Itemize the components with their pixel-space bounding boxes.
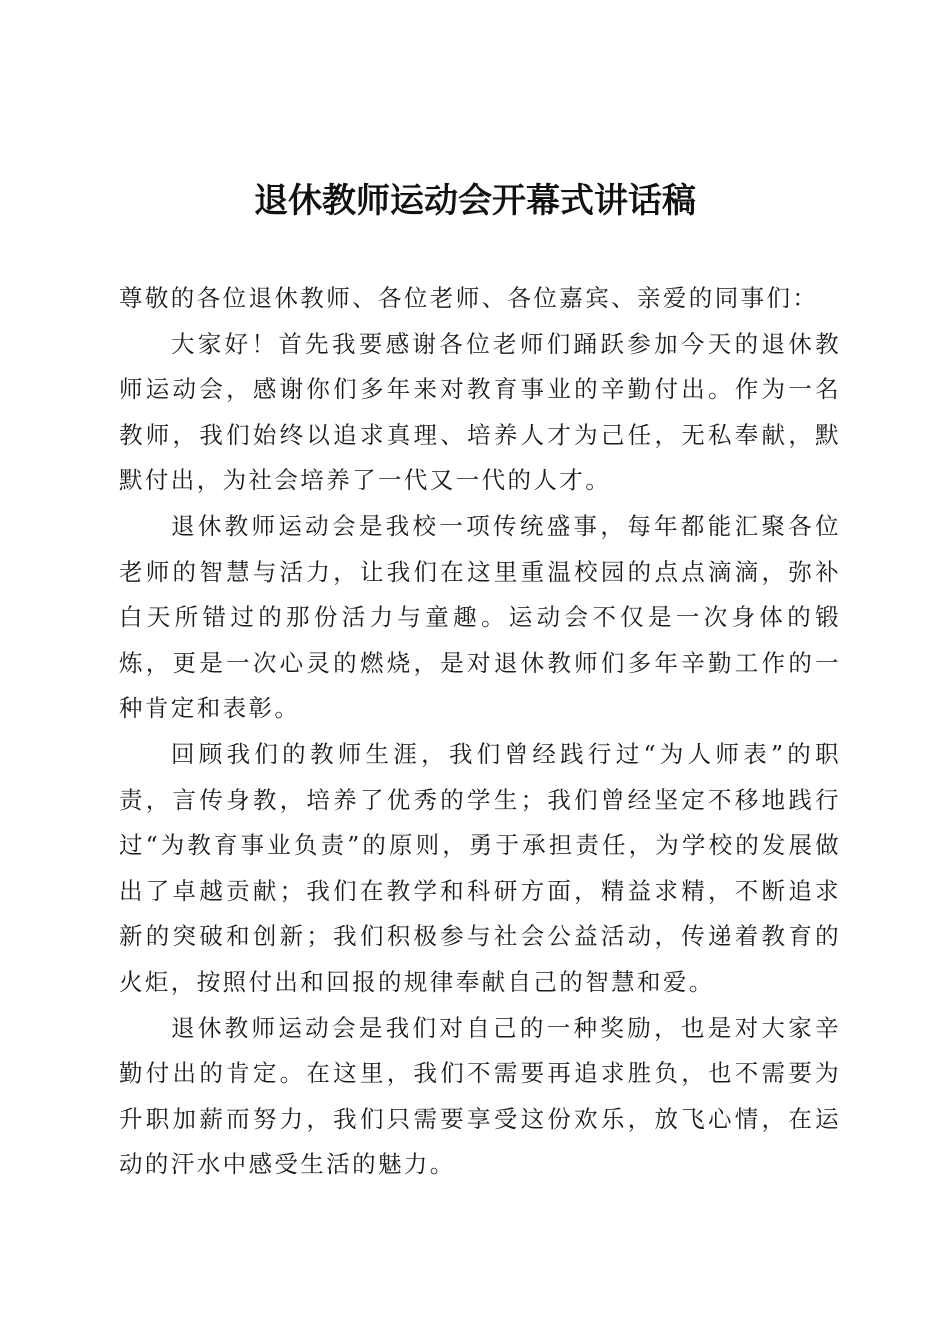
paragraph-3: 回顾我们的教师生涯，我们曾经践行过“为人师表”的职责，言传身教，培养了优秀的学生；我们曾经坚定不移地践行过“为教育事业负责”的原则，勇于承担责任，为学校的发展做出了卓越贡献；我们在教学和科研方面，精益求精，不断追求新的突破和创新；我们积极参与社会公益活动，传递着教育的火炬，按照付出和回报的规律奉献自己的智慧和爱。	[119, 739, 841, 996]
salutation: 尊敬的各位退休教师、各位老师、各位嘉宾、亲爱的同事们：	[119, 284, 819, 312]
paragraph-4: 退休教师运动会是我们对自己的一种奖励，也是对大家辛勤付出的肯定。在这里，我们不需要再追求胜负，也不需要为升职加薪而努力，我们只需要享受这份欢乐，放飞心情，在运动的汗水中感受生活的魅力。	[119, 1013, 841, 1179]
document-title: 退休教师运动会开幕式讲话稿	[254, 181, 696, 221]
paragraph-2: 退休教师运动会是我校一项传统盛事，每年都能汇聚各位老师的智慧与活力，让我们在这里重温校园的点点滴滴，弥补白天所错过的那份活力与童趣。运动会不仅是一次身体的锻炼，更是一次心灵的燃烧，是对退休教师们多年辛勤工作的一种肯定和表彰。	[119, 511, 841, 723]
paragraph-1: 大家好！首先我要感谢各位老师们踊跃参加今天的退休教师运动会，感谢你们多年来对教育事业的辛勤付出。作为一名教师，我们始终以追求真理、培养人才为己任，无私奉献，默默付出，为社会培养了一代又一代的人才。	[119, 329, 841, 495]
document-body	[119, 276, 841, 1188]
